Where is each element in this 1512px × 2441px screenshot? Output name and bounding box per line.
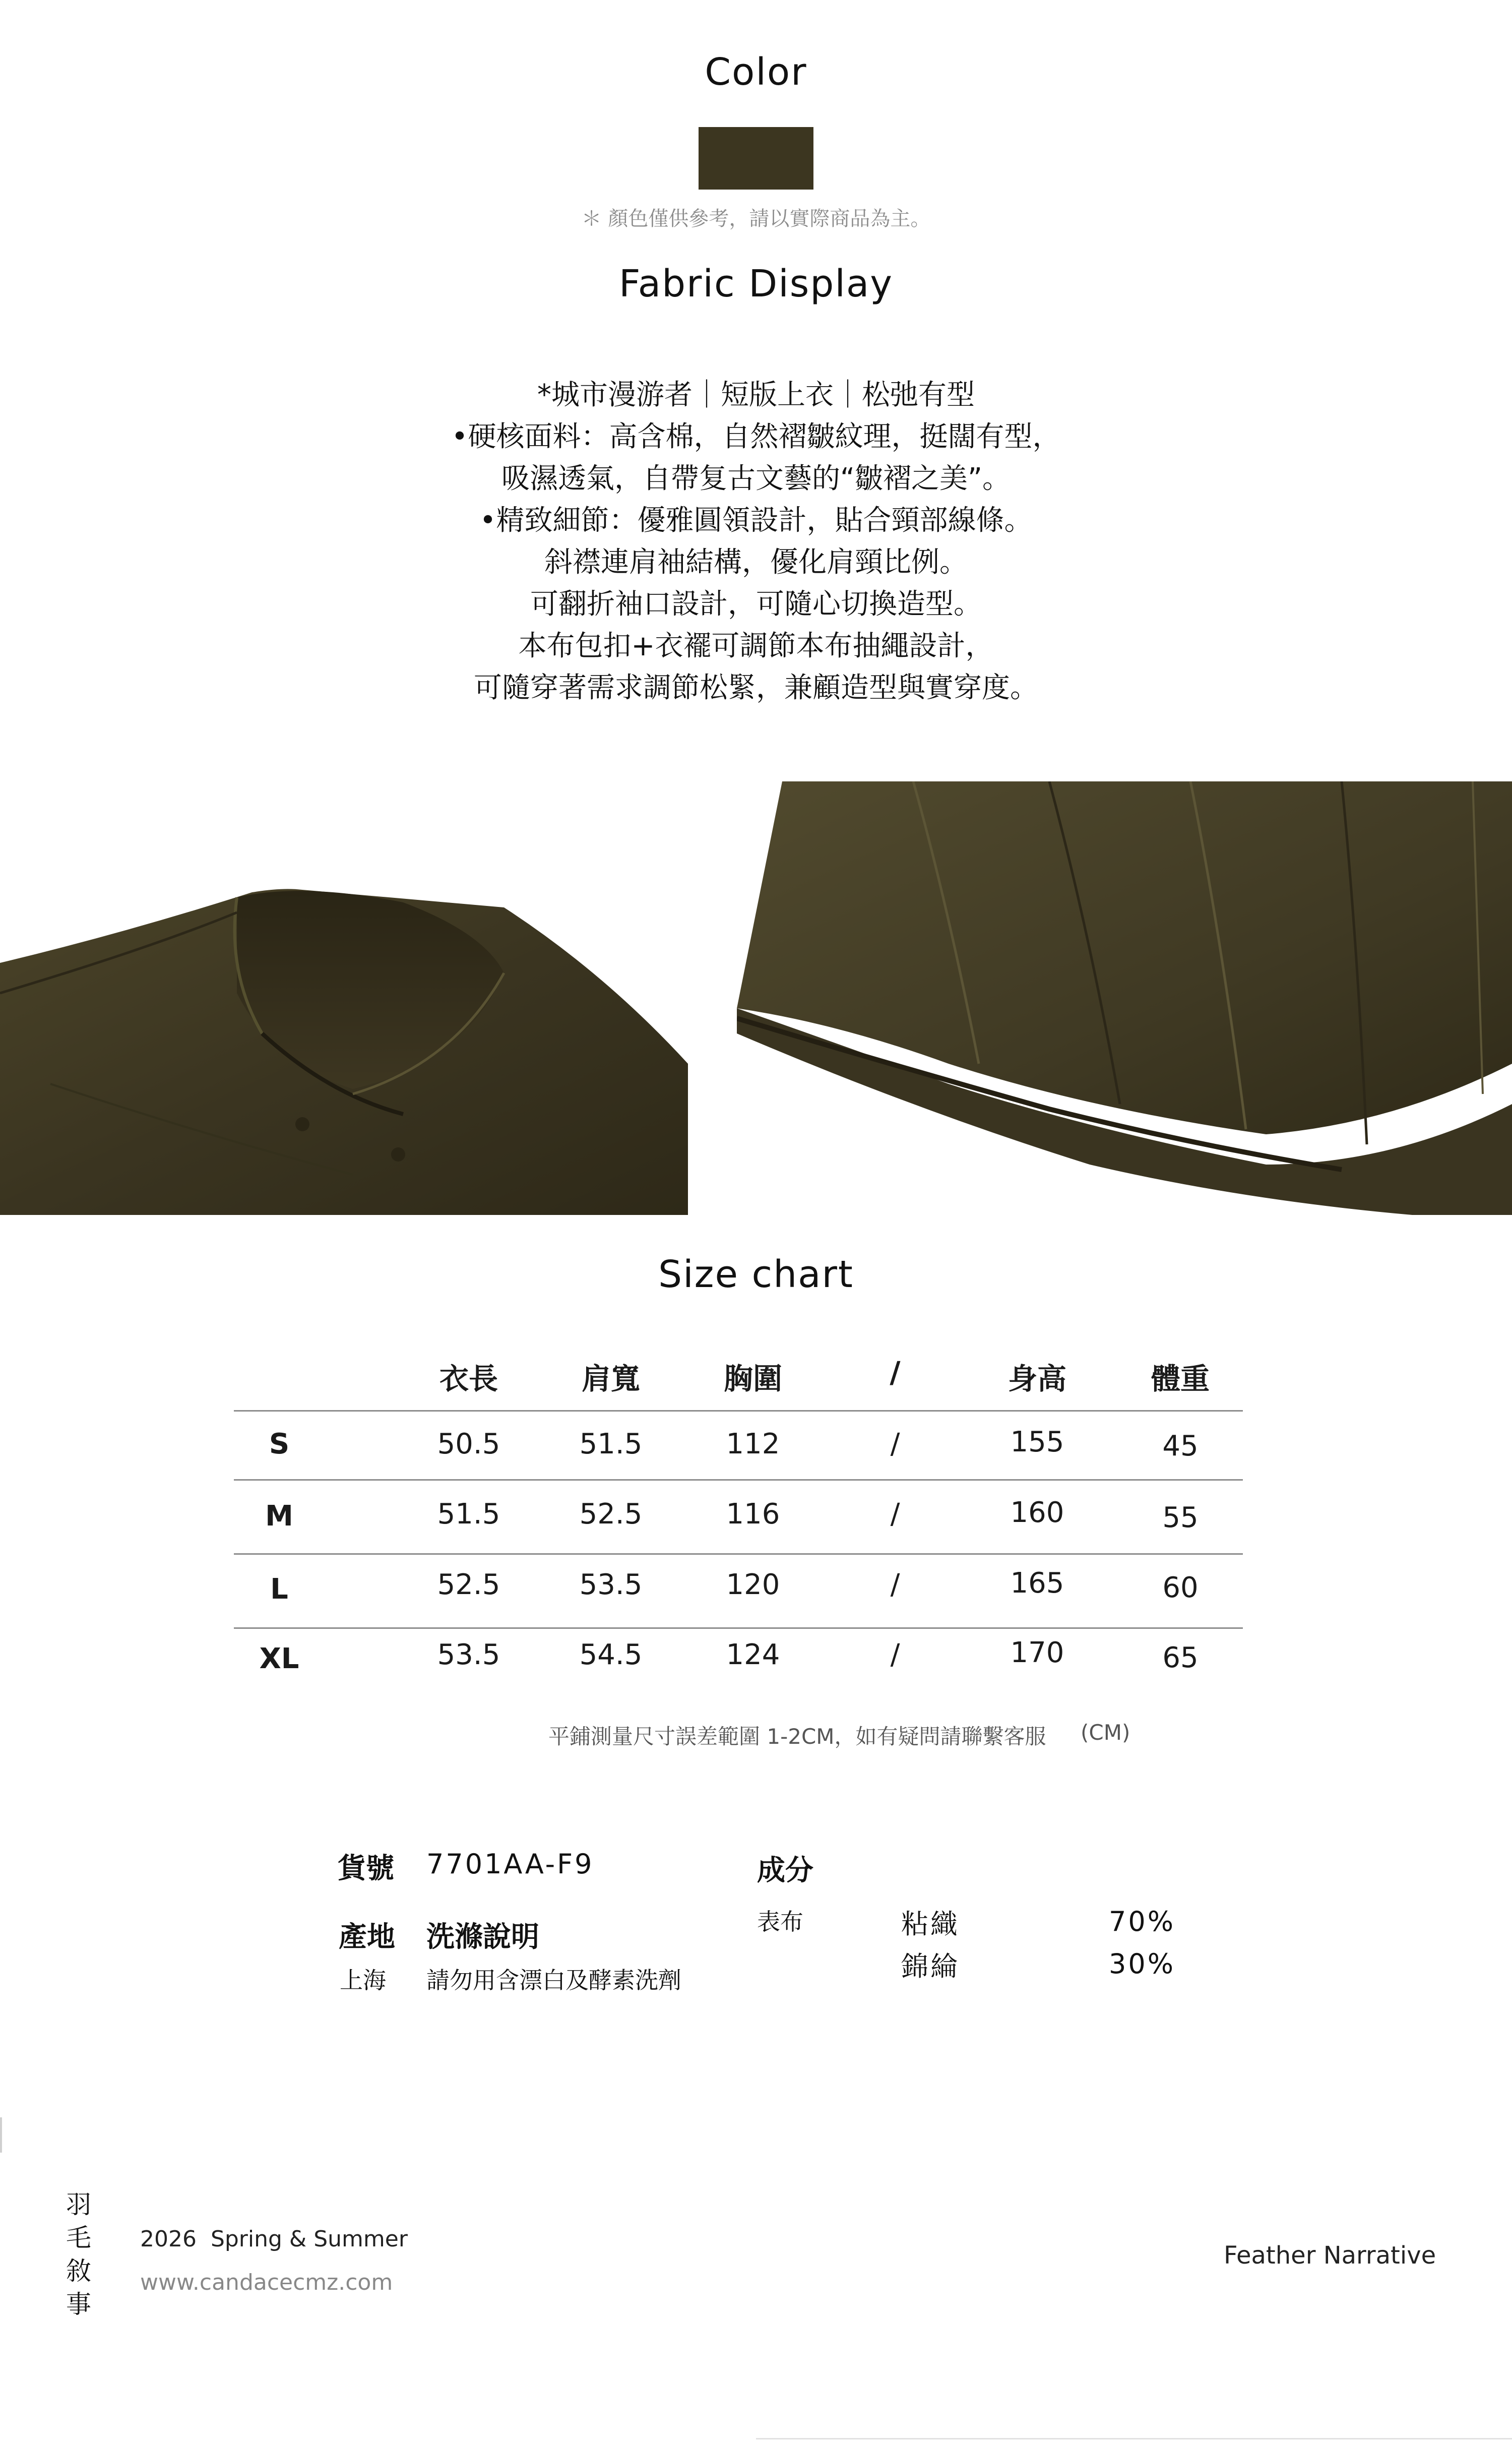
table-cell: / xyxy=(890,1568,900,1601)
table-cell: 120 xyxy=(726,1568,780,1601)
fabric-heading: Fabric Display xyxy=(618,262,894,306)
desc-line: 斜襟連肩袖結構，優化肩頸比例。 xyxy=(544,546,968,579)
table-divider xyxy=(234,1479,1243,1481)
table-cell: 155 xyxy=(1010,1426,1064,1458)
fabric-label: 表布 xyxy=(757,1908,803,1935)
brand-char: 敘 xyxy=(66,2256,91,2286)
item-no-label: 貨號 xyxy=(338,1852,394,1885)
collar-detail-photo xyxy=(0,781,690,1215)
table-cell: 54.5 xyxy=(579,1638,643,1671)
header-height: 身高 xyxy=(1007,1362,1066,1396)
table-divider xyxy=(234,1410,1243,1412)
table-divider xyxy=(234,1553,1243,1555)
table-cell: 170 xyxy=(1010,1636,1064,1669)
origin-value: 上海 xyxy=(340,1967,386,1994)
table-cell: / xyxy=(890,1498,900,1531)
size-label: XL xyxy=(259,1642,299,1675)
bottom-rule xyxy=(756,2438,1512,2439)
material-name: 錦綸 xyxy=(901,1950,960,1982)
color-swatch xyxy=(699,127,813,190)
table-cell: 160 xyxy=(1010,1496,1064,1529)
item-no-value: 7701AA-F9 xyxy=(426,1848,594,1880)
website-link[interactable]: www.candacecmz.com xyxy=(140,2270,393,2295)
size-label: M xyxy=(265,1500,293,1533)
table-cell: 51.5 xyxy=(437,1498,500,1531)
table-cell: 55 xyxy=(1162,1501,1199,1534)
table-cell: 53.5 xyxy=(579,1568,643,1601)
brand-vertical-logo xyxy=(64,2188,94,2321)
table-cell: 51.5 xyxy=(579,1428,643,1460)
table-cell: / xyxy=(890,1428,900,1460)
material-percent: 30% xyxy=(1109,1948,1176,1980)
table-cell: 165 xyxy=(1010,1567,1064,1600)
table-cell: 65 xyxy=(1162,1641,1199,1674)
table-cell: 112 xyxy=(726,1428,780,1460)
color-note: ＊ 顏色僅供參考，請以實際商品為主。 xyxy=(581,207,931,230)
table-cell: 52.5 xyxy=(437,1568,500,1601)
desc-line: 本布包扣+衣襬可調節本布抽繩設計， xyxy=(518,630,994,662)
material-percent: 70% xyxy=(1109,1906,1176,1937)
desc-line: 吸濕透氣，自帶复古文藝的“皺褶之美”。 xyxy=(501,462,1011,495)
brand-char: 事 xyxy=(66,2290,91,2319)
wash-value: 請勿用含漂白及酵素洗劑 xyxy=(426,1967,681,1994)
material-name: 粘織 xyxy=(901,1908,960,1940)
desc-line: 可翻折袖口設計，可隨心切換造型。 xyxy=(530,588,982,621)
header-shoulder: 肩寬 xyxy=(581,1362,640,1396)
size-label: L xyxy=(270,1573,288,1606)
unit-label: (CM) xyxy=(1081,1720,1130,1745)
table-cell: 52.5 xyxy=(579,1498,643,1531)
table-cell: 116 xyxy=(726,1498,780,1531)
size-chart-heading: Size chart xyxy=(658,1253,854,1296)
brand-char: 羽 xyxy=(66,2190,91,2219)
size-label: S xyxy=(269,1428,290,1460)
wash-label: 洗滌說明 xyxy=(426,1921,539,1954)
desc-line: •精致細節：優雅圓領設計，貼合頸部線條。 xyxy=(479,504,1033,537)
edge-mark xyxy=(0,2117,2,2153)
header-chest: 胸圍 xyxy=(723,1362,782,1396)
composition-label: 成分 xyxy=(757,1854,813,1887)
table-divider xyxy=(234,1627,1243,1629)
table-cell: 50.5 xyxy=(437,1428,500,1460)
header-separator: / xyxy=(890,1355,901,1389)
table-cell: 124 xyxy=(726,1638,780,1671)
season-text: 2026 Spring & Summer xyxy=(140,2226,408,2252)
fabric-description xyxy=(0,374,1512,709)
header-weight: 體重 xyxy=(1151,1362,1210,1396)
origin-label: 產地 xyxy=(339,1921,395,1954)
brand-char: 毛 xyxy=(66,2223,91,2252)
table-cell: 60 xyxy=(1162,1571,1199,1604)
measurement-note: 平鋪測量尺寸誤差範圍 1-2CM，如有疑問請聯繫客服 xyxy=(548,1724,1046,1749)
table-cell: 53.5 xyxy=(437,1638,500,1671)
desc-line: •硬核面料：高含棉，自然褶皺紋理，挺闊有型， xyxy=(451,420,1061,453)
table-cell: / xyxy=(890,1638,900,1671)
header-length: 衣長 xyxy=(439,1362,498,1396)
color-heading: Color xyxy=(705,50,807,94)
hem-drawstring-photo xyxy=(737,781,1512,1215)
table-cell: 45 xyxy=(1162,1430,1199,1462)
desc-line: *城市漫游者｜短版上衣｜松弛有型 xyxy=(537,379,975,411)
brand-english-name: Feather Narrative xyxy=(1224,2241,1436,2270)
desc-line: 可隨穿著需求調節松緊，兼顧造型與實穿度。 xyxy=(474,672,1038,704)
